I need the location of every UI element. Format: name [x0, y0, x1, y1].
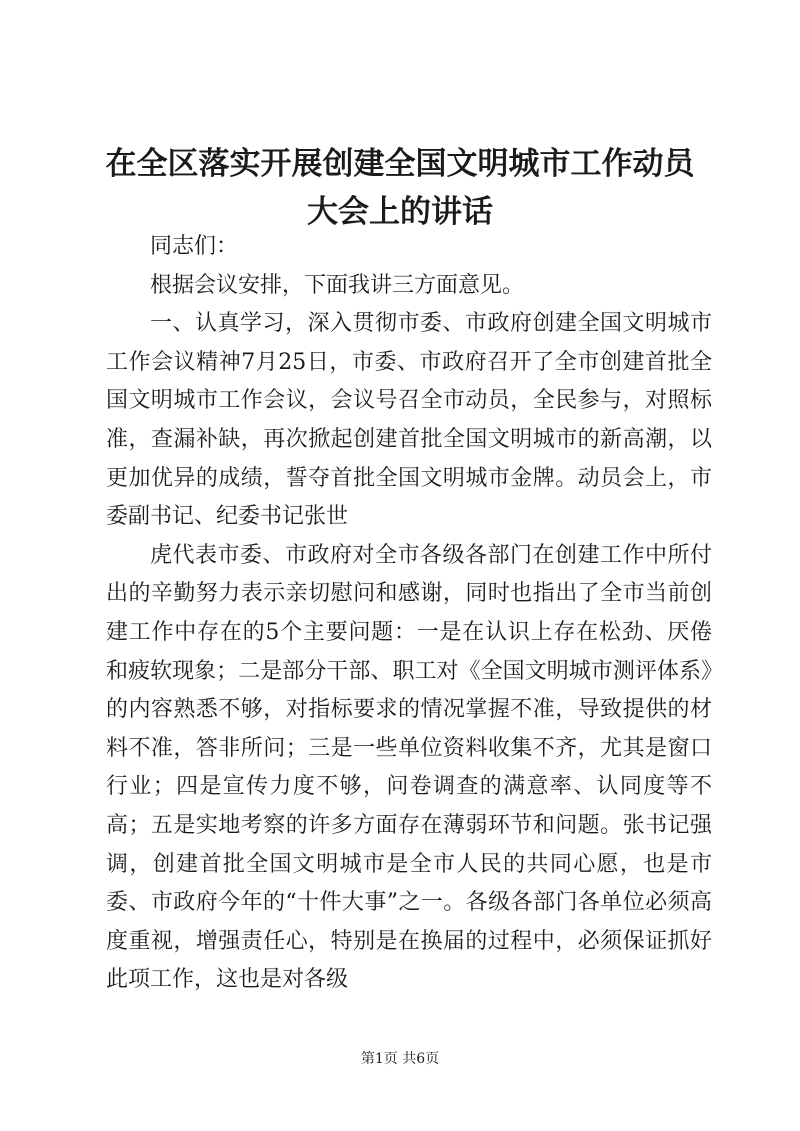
document-body	[106, 228, 712, 1000]
page-footer: 第1页 共6页	[360, 1051, 440, 1067]
paragraph-salutation: 同志们：	[150, 234, 239, 259]
paragraph-section-one: 一、认真学习，深入贯彻市委、市政府创建全国文明城市工作会议精神7月25日，市委、市政府召开了全市创建首批全国文明城市工作会议，会议号召全市动员，全民参与，对照标准，查漏补缺，再次掀起创建首批全国文明城市的新高潮，以更加优异的成绩，誓夺首批全国文明城市金牌。动员会上，市委副书记、纪委书记张世	[106, 311, 712, 530]
paragraph-section-one-continued: 虎代表市委、市政府对全市各级各部门在创建工作中所付出的辛勤努力表示亲切慰问和感谢，同时也指出了全市当前创建工作中存在的5个主要问题：一是在认识上存在松劲、厌倦和疲软现象；二是部分干部、职工对《全国文明城市测评体系》的内容熟悉不够，对指标要求的情况掌握不准，导致提供的材料不准，答非所问；三是一些单位资料收集不齐，尤其是窗口行业；四是宣传力度不够，问卷调查的满意率、认同度等不高；五是实地考察的许多方面存在薄弱环节和问题。张书记强调，创建首批全国文明城市是全市人民的共同心愿，也是市委、市政府今年的“十件大事”之一。各级各部门各单位必须高度重视，增强责任心，特别是在换届的过程中，必须保证抓好此项工作，这也是对各级	[106, 542, 712, 993]
document-title: 在全区落实开展创建全国文明城市工作动员大会上的讲话	[105, 146, 695, 230]
paragraph-intro: 根据会议安排，下面我讲三方面意见。	[150, 272, 525, 298]
